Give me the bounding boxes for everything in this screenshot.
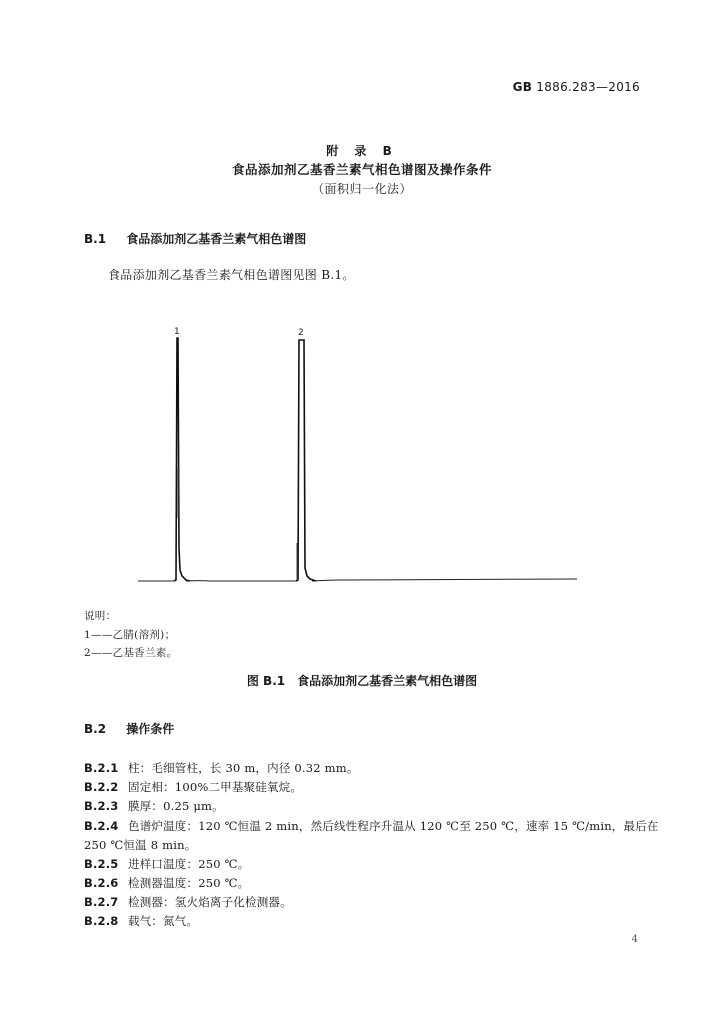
section-b1-heading bbox=[84, 230, 306, 247]
section-b2-title: 操作条件 bbox=[126, 722, 175, 736]
condition-item: B.2.7 检测器：氢火焰离子化检测器。 bbox=[84, 895, 292, 909]
appendix-title: 食品添加剂乙基香兰素气相色谱图及操作条件 bbox=[231, 162, 492, 177]
section-b1-body: 食品添加剂乙基香兰素气相色谱图见图 B.1。 bbox=[108, 268, 355, 282]
condition-item: B.2.4 色谱炉温度：120 ℃恒温 2 min，然后线性程序升温从 120 ℃至 250 ℃，速率 15 ℃/min，最后在 bbox=[84, 819, 659, 833]
chromatogram-baseline bbox=[138, 579, 577, 581]
section-b2-heading bbox=[84, 720, 174, 737]
chromatogram-chart bbox=[130, 318, 580, 590]
chromatogram-peak-1 bbox=[174, 338, 190, 581]
section-b2-number: B.2 bbox=[84, 722, 107, 736]
appendix-subtitle: （面积归一化法） bbox=[311, 182, 412, 196]
condition-item: B.2.3 膜厚：0.25 μm。 bbox=[84, 799, 224, 813]
condition-item: B.2.8 载气：氮气。 bbox=[84, 914, 199, 928]
condition-item: B.2.5 进样口温度：250 ℃。 bbox=[84, 857, 250, 871]
legend-item-2: 2——乙基香兰素。 bbox=[84, 647, 178, 659]
condition-item: B.2.1 柱：毛细管柱，长 30 m，内径 0.32 mm。 bbox=[84, 761, 359, 775]
section-b1-title: 食品添加剂乙基香兰素气相色谱图 bbox=[126, 232, 307, 246]
legend-item-1: 1——乙腈(溶剂)； bbox=[84, 629, 176, 641]
legend-heading: 说明： bbox=[84, 610, 117, 622]
standard-code bbox=[513, 80, 640, 94]
condition-item-continuation: 250 ℃恒温 8 min。 bbox=[84, 838, 197, 852]
condition-item: B.2.6 检测器温度：250 ℃。 bbox=[84, 876, 250, 890]
standard-prefix: GB bbox=[512, 80, 533, 94]
appendix-label: 附 录 B bbox=[326, 144, 398, 158]
peak-label-1: 1 bbox=[174, 327, 180, 337]
figure-caption: 图 B.1 食品添加剂乙基香兰素气相色谱图 bbox=[246, 674, 478, 688]
chromatogram-peak-2 bbox=[296, 340, 316, 581]
condition-item: B.2.2 固定相：100%二甲基聚硅氧烷。 bbox=[84, 780, 303, 794]
peak-label-2: 2 bbox=[298, 328, 304, 338]
standard-number: 1886.283—2016 bbox=[536, 80, 640, 94]
page-number: 4 bbox=[631, 934, 638, 945]
section-b1-number: B.1 bbox=[84, 232, 107, 246]
